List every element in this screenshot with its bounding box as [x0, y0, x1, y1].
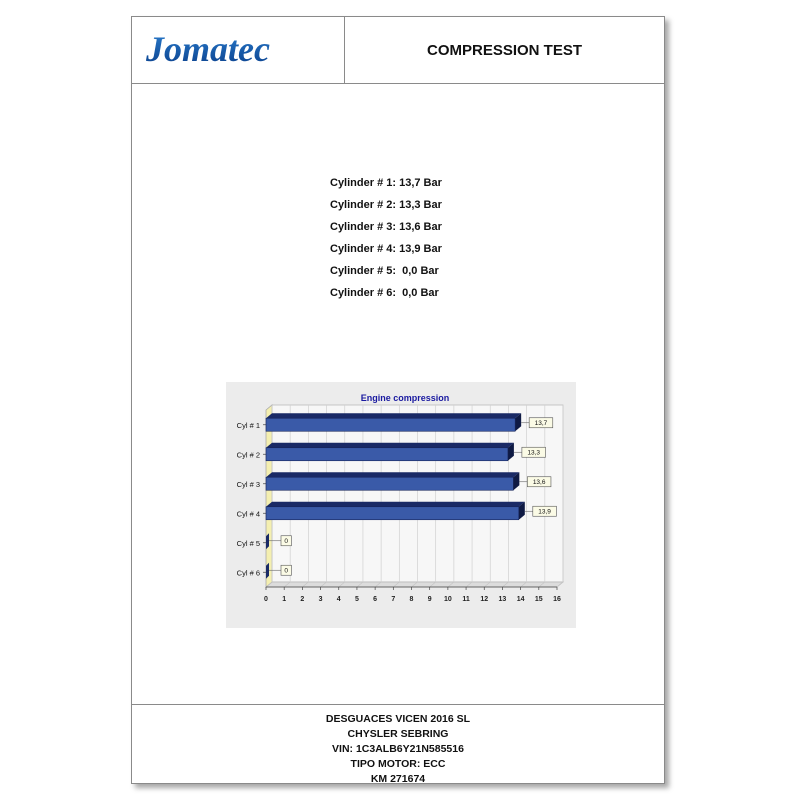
y-category-label: Cyl # 5 — [236, 538, 260, 548]
x-tick-label: 16 — [553, 596, 561, 603]
bar-top — [266, 443, 514, 448]
report-header — [132, 17, 664, 84]
x-tick-label: 3 — [318, 596, 323, 603]
x-tick-label: 2 — [300, 596, 305, 603]
report-footer — [132, 704, 664, 783]
value-label: 13,7 — [534, 419, 548, 427]
x-tick-label: 1 — [282, 596, 287, 603]
logo-text: Jomatec — [146, 29, 270, 69]
x-tick-label: 13 — [498, 596, 507, 603]
value-label: 0 — [284, 567, 289, 575]
y-category-label: Cyl # 6 — [236, 568, 260, 578]
footer-vin: VIN: 1C3ALB6Y21N585516 — [332, 743, 464, 755]
x-tick-label: 12 — [480, 596, 489, 603]
result-line: Cylinder # 4: 13,9 Bar — [330, 243, 442, 255]
result-line: Cylinder # 5: 0,0 Bar — [330, 265, 439, 277]
chart-svg — [226, 382, 576, 628]
results-list — [330, 172, 442, 304]
y-category-label: Cyl # 3 — [236, 479, 260, 489]
bar — [266, 477, 513, 490]
report-title: COMPRESSION TEST — [426, 41, 583, 59]
x-tick-label: 11 — [462, 596, 470, 603]
chart-title: Engine compression — [360, 393, 450, 403]
x-tick-label: 14 — [516, 596, 525, 603]
y-category-label: Cyl # 2 — [236, 450, 260, 460]
result-line: Cylinder # 3: 13,6 Bar — [330, 221, 442, 233]
footer-vehicle: CHYSLER SEBRING — [347, 728, 449, 740]
footer-engine-type: TIPO MOTOR: ECC — [350, 758, 446, 770]
jomatec-logo — [142, 29, 337, 71]
result-line: Cylinder # 1: 13,7 Bar — [330, 177, 442, 189]
x-tick-label: 8 — [409, 596, 414, 603]
bar-top — [266, 502, 525, 507]
value-label: 13,6 — [532, 478, 546, 486]
y-category-label: Cyl # 4 — [236, 509, 260, 519]
value-label: 0 — [284, 537, 289, 545]
logo-cell — [132, 17, 345, 83]
bar-top — [266, 413, 521, 418]
x-tick-label: 15 — [534, 596, 543, 603]
bar — [266, 507, 519, 520]
footer-company: DESGUACES VICEN 2016 SL — [325, 713, 471, 725]
x-tick-label: 4 — [336, 596, 341, 603]
result-line: Cylinder # 2: 13,3 Bar — [330, 199, 442, 211]
x-tick-label: 7 — [391, 596, 396, 603]
value-label: 13,9 — [538, 508, 551, 516]
x-tick-label: 5 — [354, 596, 359, 603]
footer-km: KM 271674 — [370, 773, 426, 785]
x-tick-label: 9 — [427, 596, 432, 603]
x-tick-label: 10 — [443, 596, 452, 603]
x-tick-label: 6 — [373, 596, 378, 603]
result-line: Cylinder # 6: 0,0 Bar — [330, 287, 439, 299]
bar — [266, 418, 515, 431]
value-label: 13,3 — [527, 449, 541, 457]
x-tick-label: 0 — [264, 596, 268, 603]
y-category-label: Cyl # 1 — [236, 420, 260, 430]
chart-side-wall — [266, 405, 272, 587]
bar-top — [266, 472, 519, 477]
report-page — [131, 16, 665, 784]
compression-chart — [226, 382, 576, 633]
bar — [266, 448, 508, 461]
